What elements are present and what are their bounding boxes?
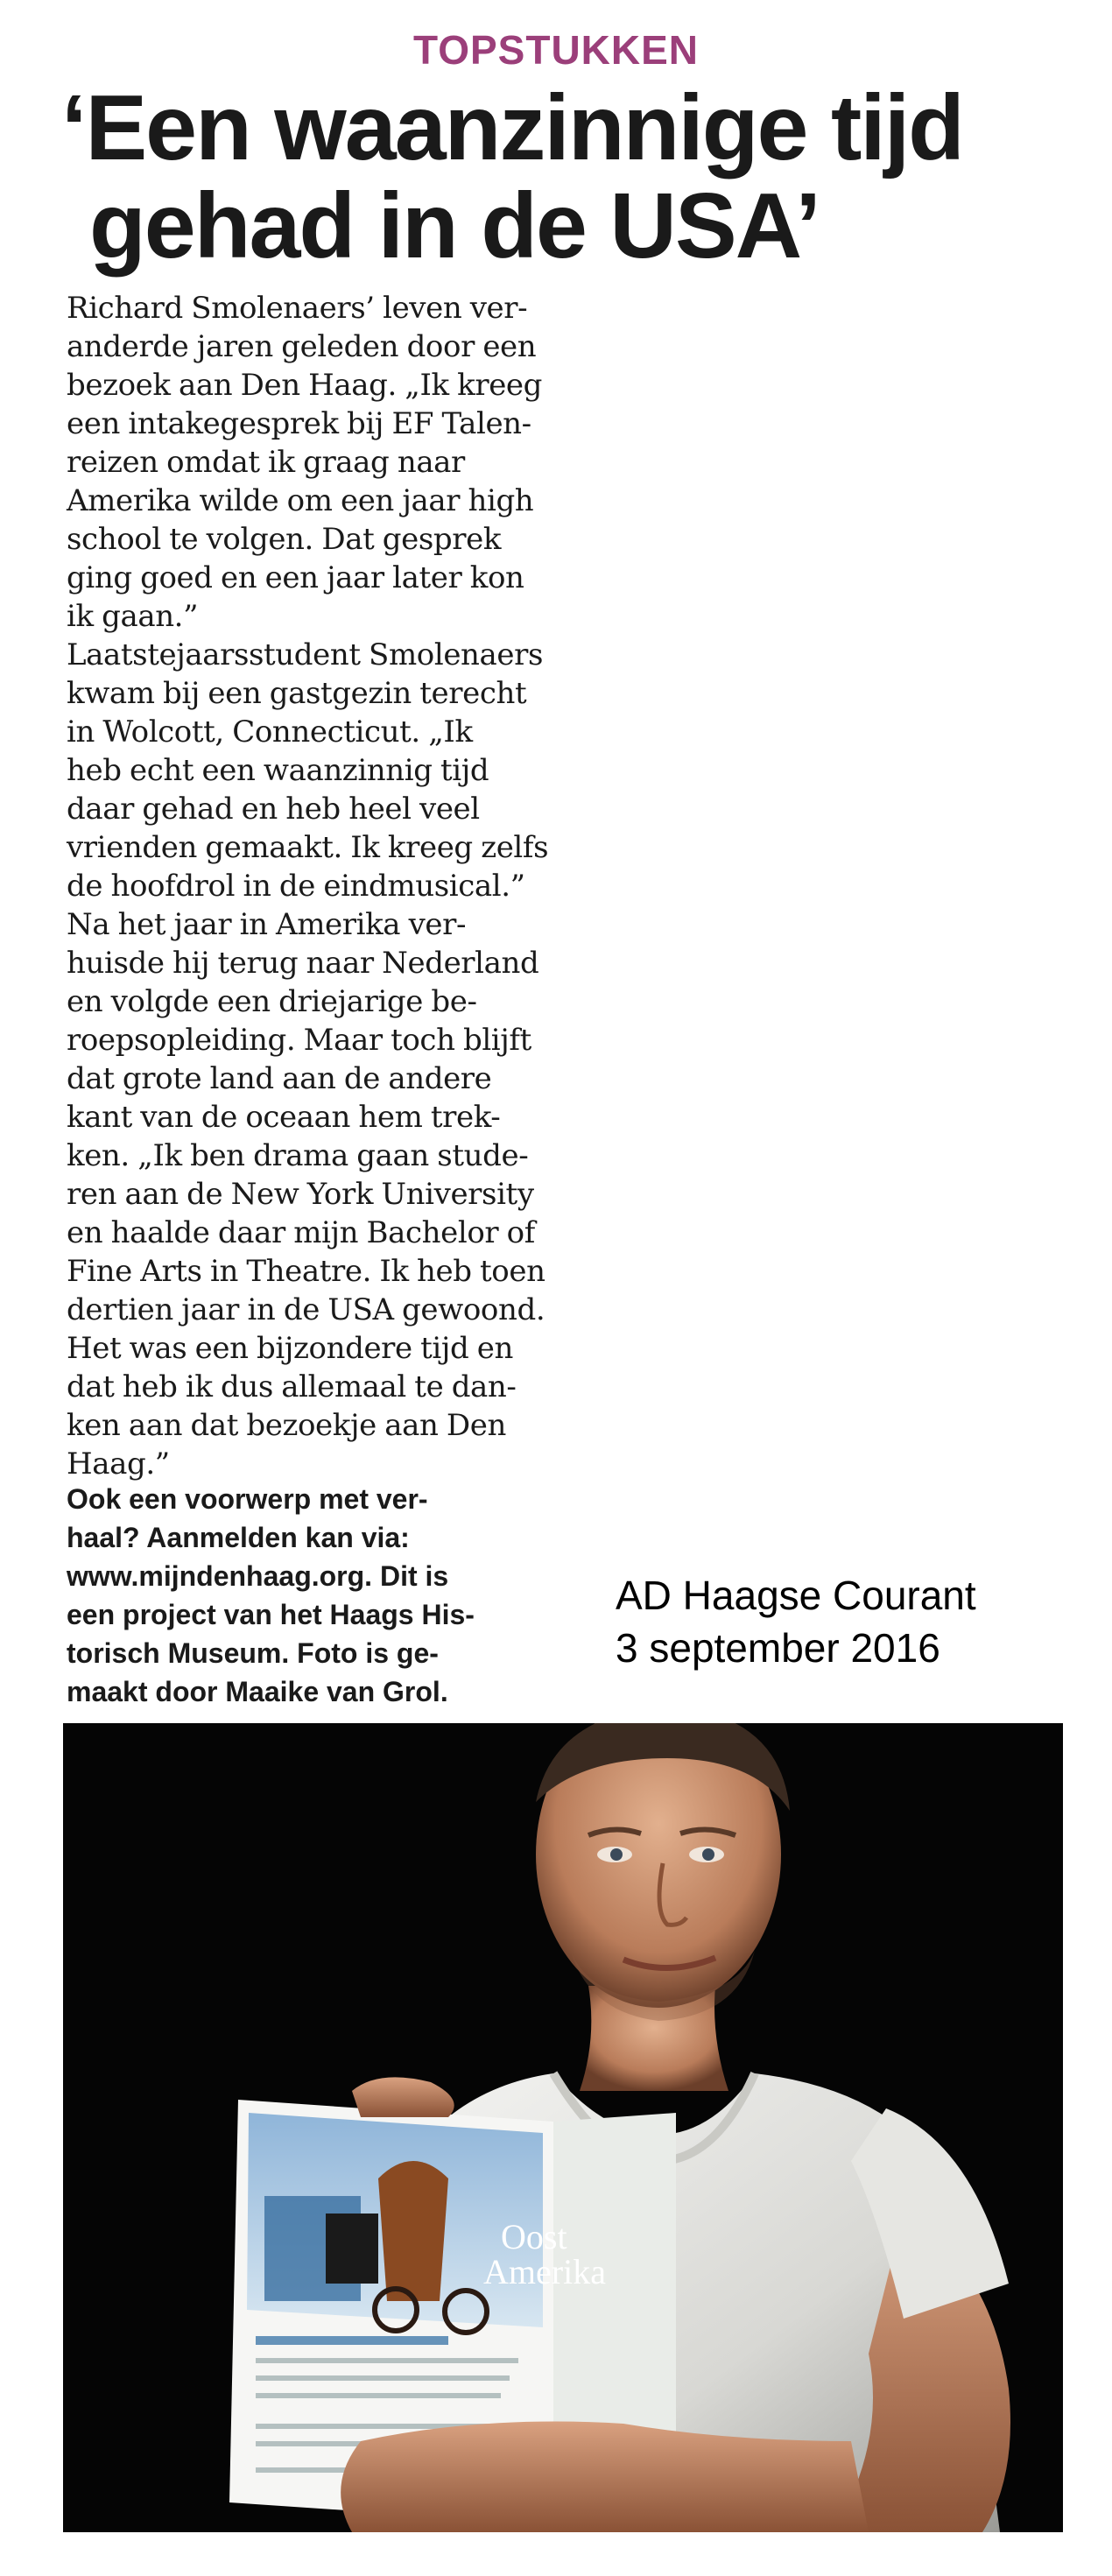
body-paragraph-3: Na het jaar in Amerika ver- huisde hij terug naar Nederland en volgde een driejarige be- roepsopleiding. Maar toch blijft dat grote land aan de andere kant van de oceaan hem trek- ken. „Ik ben drama gaan stude- ren aan de New York University en haalde daar mijn Bachelor of Fine Arts in Theatre. Ik heb toen dertien jaar in de USA gewoond. Het was een bijzondere tijd en dat heb ik dus allemaal te dan- ken aan dat bezoekje aan Den Haag.” <box>67 907 545 1482</box>
section-kicker: TOPSTUKKEN <box>412 27 700 73</box>
source-credit <box>616 1569 976 1674</box>
magazine-heading-line-1: Oost <box>501 2217 567 2256</box>
body-paragraph-1: Richard Smolenaers’ leven ver- anderde jaren geleden door een bezoek aan Den Haag. „Ik kreeg een intakegesprek bij EF Talen- reizen omdat ik graag naar Amerika wilde om een jaar high school te volgen. Dat gesprek ging goed en een jaar later kon ik gaan.” <box>67 291 543 634</box>
headline-line-2: gehad in de USA’ <box>89 174 820 278</box>
call-to-action: Ook een voorwerp met ver- haal? Aanmelden kan via: www.mijndenhaag.org. Dit is een project van het Haags His- torisch Museum. Foto is ge- maakt door Maaike van Grol. <box>67 1483 475 1707</box>
headline-line-1: ‘Een waanzinnige tijd <box>61 76 963 179</box>
magazine-heading-line-2: Amerika <box>483 2252 606 2291</box>
body-paragraph-2: Laatstejaarsstudent Smolenaers kwam bij een gastgezin terecht in Wolcott, Connecticut. „Ik heb echt een waanzinnig tijd daar gehad en heb heel veel vrienden gemaakt. Ik kreeg zelfs de hoofdrol in de eindmusical.” <box>67 637 549 904</box>
headline <box>61 76 1077 278</box>
article-photo <box>63 1723 1063 2532</box>
article-body <box>67 289 557 1483</box>
source-date: 3 september 2016 <box>616 1625 940 1671</box>
source-publication: AD Haagse Courant <box>616 1573 976 1618</box>
portrait-illustration <box>63 1723 1063 2532</box>
